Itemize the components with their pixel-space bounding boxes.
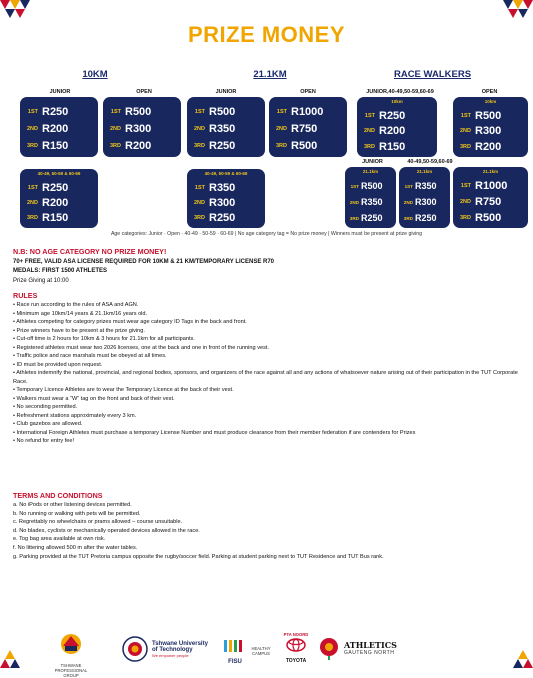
prize-amount: R350 bbox=[415, 181, 437, 191]
healthy-campus-logo bbox=[250, 646, 272, 656]
rule-item: • Registered athletes must wear two 2026 licenses, one at the back and one in front of the running vest. bbox=[13, 344, 270, 351]
prize-amount: R250 bbox=[209, 140, 236, 153]
prize-box-heading: 21.1km bbox=[482, 169, 499, 174]
category-walkers-heading: RACE WALKERS bbox=[393, 69, 472, 80]
prize-row bbox=[20, 180, 98, 195]
rule-item: • Minimum age 10km/14 years & 21.1km/16 years old. bbox=[13, 310, 148, 317]
term-item: f. No littering allowed 500 m after the water tables. bbox=[13, 544, 138, 551]
prize-position: 3RD bbox=[363, 144, 375, 151]
prize-position: 2ND bbox=[363, 128, 375, 135]
term-item: d. No blades, cyclists or mechanically operated devices allowed in the race. bbox=[13, 527, 200, 534]
tut-name: Tshwane University bbox=[152, 640, 208, 647]
prize-amount: R300 bbox=[415, 197, 437, 207]
prize-box-21km-open bbox=[269, 97, 347, 157]
prize-row bbox=[453, 124, 528, 140]
prize-amount: R200 bbox=[125, 140, 152, 153]
prize-box-heading: 21.1km bbox=[362, 169, 379, 174]
fisu-text: FISU bbox=[228, 659, 242, 665]
prize-position: 2ND bbox=[403, 199, 413, 205]
prize-amount: R200 bbox=[475, 141, 502, 154]
prize-amount: R350 bbox=[209, 181, 236, 194]
prize-amount: R500 bbox=[291, 140, 318, 153]
healthy-campus-text: HEALTHY CAMPUS bbox=[251, 646, 271, 656]
prize-amount: R1000 bbox=[475, 180, 508, 192]
prize-row bbox=[345, 210, 396, 226]
toyota-logo bbox=[276, 632, 316, 664]
prize-amount: R250 bbox=[42, 105, 69, 118]
term-item: g. Parking provided at the TUT Pretoria campus opposite the rugby/soccer field. Parking at student parking next to TUT Residence and TUT Bus rank. bbox=[13, 553, 384, 560]
prize-position: 3RD bbox=[26, 143, 38, 150]
prize-box-walkers-21km-junior bbox=[345, 167, 396, 228]
prize-box-heading: 40-49, 50-59 & 60-69 bbox=[37, 171, 81, 176]
rules-list bbox=[13, 301, 521, 446]
prize-amount: R500 bbox=[209, 105, 236, 118]
subhead-10km-junior: JUNIOR bbox=[49, 89, 71, 95]
prize-row bbox=[103, 103, 181, 120]
prize-position: 3RD bbox=[275, 143, 287, 150]
corner-decoration-top-right bbox=[487, 0, 533, 22]
prize-amount: R300 bbox=[475, 125, 502, 138]
prize-amount: R1000 bbox=[291, 105, 324, 118]
prize-amount: R350 bbox=[209, 122, 236, 135]
prize-amount: R500 bbox=[125, 105, 152, 118]
group-logo-text: TSHWANE PROFESSIONAL GROUP bbox=[54, 663, 88, 678]
prize-position: 2ND bbox=[349, 199, 359, 205]
prize-amount: R150 bbox=[42, 140, 69, 153]
rule-item: • Athletes competing for category prizes must wear age category ID Tags in the back and front. bbox=[13, 319, 247, 325]
prize-amount: R500 bbox=[361, 181, 383, 191]
prize-amount: R250 bbox=[361, 213, 383, 223]
subhead-21km-open: OPEN bbox=[300, 89, 316, 95]
subhead-21km-junior: JUNIOR bbox=[215, 89, 237, 95]
prize-row bbox=[103, 120, 181, 137]
prize-position: 1ST bbox=[194, 108, 205, 115]
prize-row bbox=[187, 103, 265, 120]
prize-position: 2ND bbox=[109, 125, 121, 132]
rule-item: • Refreshment stations approximately every 3 km. bbox=[13, 412, 137, 419]
prize-row bbox=[187, 211, 265, 226]
rule-item: • Temporary Licence Athletes are to wear the Temporary Licence at the back of their vest. bbox=[13, 387, 234, 393]
tut-name-line2: of Technology bbox=[152, 646, 193, 653]
toyota-text: TOYOTA bbox=[285, 658, 307, 664]
prize-row bbox=[20, 120, 98, 137]
sponsor-footer bbox=[0, 632, 533, 678]
prize-amount: R250 bbox=[415, 213, 437, 223]
prize-amount: R500 bbox=[475, 109, 502, 122]
prize-box-21km-veterans bbox=[187, 169, 265, 228]
prize-row bbox=[20, 195, 98, 210]
tut-emblem-icon bbox=[122, 636, 148, 662]
prize-amount: R350 bbox=[361, 197, 383, 207]
prize-position: 2ND bbox=[459, 199, 471, 205]
prize-amount: R300 bbox=[209, 196, 236, 209]
prize-amount: R750 bbox=[291, 122, 318, 135]
rule-item: • ID must be provided upon request. bbox=[13, 361, 103, 368]
prize-amount: R500 bbox=[475, 212, 502, 224]
prize-position: 2ND bbox=[193, 199, 205, 206]
subhead-walkers-open: OPEN bbox=[481, 89, 498, 95]
protea-flower-icon bbox=[318, 636, 340, 660]
free-license-info: 70+ FREE, VALID ASA LICENSE REQUIRED FOR 10KM & 21 KM/TEMPORARY LICENSE R70 bbox=[13, 259, 274, 265]
prize-position: 3RD bbox=[349, 215, 359, 221]
tut-tagline: We empower people bbox=[152, 652, 189, 658]
prize-row bbox=[357, 124, 437, 140]
prize-amount: R250 bbox=[42, 181, 69, 194]
term-item: c. Regrettably no wheelchairs or prams allowed – course unsuitable. bbox=[13, 519, 183, 526]
prize-row bbox=[20, 138, 98, 155]
prize-box-10km-junior bbox=[20, 97, 98, 157]
prize-position: 3RD bbox=[403, 215, 413, 221]
prize-box-walkers-21km-veterans bbox=[399, 167, 450, 228]
prize-position: 1ST bbox=[27, 184, 38, 191]
prize-box-10km-veterans bbox=[20, 169, 98, 228]
prize-row bbox=[187, 138, 265, 155]
prize-position: 3RD bbox=[26, 215, 38, 222]
prize-box-walkers-10km-junior bbox=[357, 97, 437, 157]
fisu-emblem-icon bbox=[222, 638, 244, 654]
subhead-walkers-junior-vets: JUNIOR,40-49,50-59,60-69 bbox=[366, 89, 434, 95]
prize-row bbox=[269, 138, 347, 155]
prize-position: 1ST bbox=[276, 108, 287, 115]
subhead-walkers-junior-21: JUNIOR bbox=[362, 159, 383, 165]
prize-position: 2ND bbox=[275, 125, 287, 132]
prize-row bbox=[453, 178, 528, 194]
term-item: a. No iPods or other listening devices permitted. bbox=[13, 502, 132, 508]
prize-row bbox=[453, 139, 528, 155]
terms-list bbox=[13, 501, 521, 561]
prize-amount: R200 bbox=[379, 125, 406, 138]
rules-heading: RULES bbox=[13, 291, 38, 300]
athletics-gauteng-logo bbox=[318, 636, 418, 660]
prize-amount: R250 bbox=[209, 212, 236, 225]
prize-row bbox=[187, 195, 265, 210]
prize-amount: R250 bbox=[379, 109, 406, 122]
gauteng-north-text: GAUTENG NORTH bbox=[344, 650, 395, 656]
age-category-note: Age categories: Junior · Open · 40-49 · 50-59 · 60-69 | No age category tag = No prize money | Winners must be present at prize giving bbox=[110, 231, 423, 237]
prize-row bbox=[399, 178, 450, 194]
terms-heading: TERMS AND CONDITIONS bbox=[13, 491, 103, 500]
prize-row bbox=[103, 138, 181, 155]
page-title: PRIZE MONEY bbox=[187, 22, 346, 47]
fisu-logo bbox=[222, 638, 248, 665]
prize-row bbox=[357, 139, 437, 155]
prize-amount: R750 bbox=[475, 196, 502, 208]
rule-item: • Club gazebos are allowed. bbox=[13, 421, 83, 427]
prize-row bbox=[453, 194, 528, 210]
prize-box-heading: 10km bbox=[484, 99, 497, 104]
prize-box-walkers-10km-open bbox=[453, 97, 528, 157]
prize-row bbox=[20, 211, 98, 226]
prize-position: 3RD bbox=[109, 143, 121, 150]
prize-row bbox=[269, 103, 347, 120]
prize-box-walkers-21km-open bbox=[453, 167, 528, 228]
prize-box-21km-junior bbox=[187, 97, 265, 157]
prize-box-10km-open bbox=[103, 97, 181, 157]
prize-row bbox=[20, 103, 98, 120]
rule-item: • Athletes indemnify the national, provincial, and regional bodies, sponsors, and organizers of the race against all and any actions of whatsoever nature arising out of their participation in the TUT Corporate Race. bbox=[13, 370, 518, 385]
rule-item: • International Foreign Athletes must purchase a temporary License Number and must produce clearance from their member federation if are contenders for Prizes bbox=[13, 429, 416, 436]
prize-row bbox=[269, 120, 347, 137]
prize-row bbox=[399, 194, 450, 210]
prize-amount: R200 bbox=[42, 196, 69, 209]
prize-box-heading: 40-49, 50-59 & 60-69 bbox=[204, 171, 248, 176]
subhead-walkers-ages-21: 40-49,50-59,60-69 bbox=[407, 159, 453, 165]
prize-amount: R150 bbox=[42, 212, 69, 225]
no-age-category-warning: N.B: NO AGE CATEGORY NO PRIZE MONEY! bbox=[13, 247, 167, 256]
prize-position: 2ND bbox=[193, 125, 205, 132]
rule-item: • No refund for entry fee! bbox=[13, 438, 75, 444]
tut-logo bbox=[122, 636, 222, 662]
prize-position: 2ND bbox=[26, 199, 38, 206]
prize-row bbox=[357, 108, 437, 124]
prize-amount: R300 bbox=[125, 122, 152, 135]
prize-box-heading: 10km bbox=[391, 99, 403, 104]
prize-position: 1ST bbox=[350, 183, 359, 189]
pta-noord-text: PTA NOORD bbox=[283, 632, 309, 637]
rule-item: • No seconding permitted. bbox=[13, 404, 78, 410]
category-21km-heading: 21.1KM bbox=[253, 69, 287, 80]
prize-amount: R200 bbox=[42, 122, 69, 135]
rule-item: • Cut-off time is 2 hours for 10km & 3 hours for 21.1km for all participants. bbox=[13, 336, 195, 342]
rule-item: • Prize winners have to be present at the prize giving. bbox=[13, 327, 145, 334]
prize-position: 2ND bbox=[26, 125, 38, 132]
medals-info: MEDALS: FIRST 1500 ATHLETES bbox=[13, 268, 108, 274]
prize-row bbox=[453, 210, 528, 226]
prize-position: 1ST bbox=[27, 108, 38, 115]
toyota-emblem-icon bbox=[276, 637, 316, 653]
prize-giving-info: Prize Giving at 10:00 bbox=[13, 278, 69, 284]
category-10km-heading: 10KM bbox=[82, 69, 108, 80]
prize-position: 3RD bbox=[459, 215, 471, 221]
subhead-10km-open: OPEN bbox=[136, 89, 152, 95]
tshwane-group-logo bbox=[50, 632, 92, 678]
prize-row bbox=[345, 194, 396, 210]
prize-row bbox=[453, 108, 528, 124]
prize-position: 1ST bbox=[110, 108, 121, 115]
rule-item: • Traffic police and race marshals must be obeyed at all times. bbox=[13, 353, 167, 359]
prize-row bbox=[345, 178, 396, 194]
prize-row bbox=[187, 120, 265, 137]
corner-decoration-top-left bbox=[0, 0, 46, 22]
prize-position: 3RD bbox=[193, 143, 205, 150]
prize-position: 1ST bbox=[194, 184, 205, 191]
prize-position: 1ST bbox=[364, 112, 375, 119]
rule-item: • Walkers must wear a “W” tag on the front and back of their vest. bbox=[13, 395, 175, 402]
prize-position: 1ST bbox=[460, 112, 471, 119]
rule-item: • Race run according to the rules of ASA and AGN. bbox=[13, 302, 139, 308]
term-item: b. No running or walking with pets will be permitted. bbox=[13, 510, 141, 517]
prize-box-heading: 21.1km bbox=[416, 169, 433, 174]
group-emblem-icon bbox=[50, 632, 92, 658]
prize-amount: R150 bbox=[379, 141, 406, 154]
athletics-text: ATHLETICS bbox=[344, 640, 397, 650]
term-item: e. Tog bag area available at own risk. bbox=[13, 536, 106, 543]
prize-row bbox=[399, 210, 450, 226]
prize-position: 3RD bbox=[459, 144, 471, 151]
prize-position: 2ND bbox=[459, 128, 471, 135]
prize-row bbox=[187, 180, 265, 195]
prize-position: 3RD bbox=[193, 215, 205, 222]
prize-position: 1ST bbox=[404, 183, 413, 189]
prize-position: 1ST bbox=[460, 183, 471, 189]
